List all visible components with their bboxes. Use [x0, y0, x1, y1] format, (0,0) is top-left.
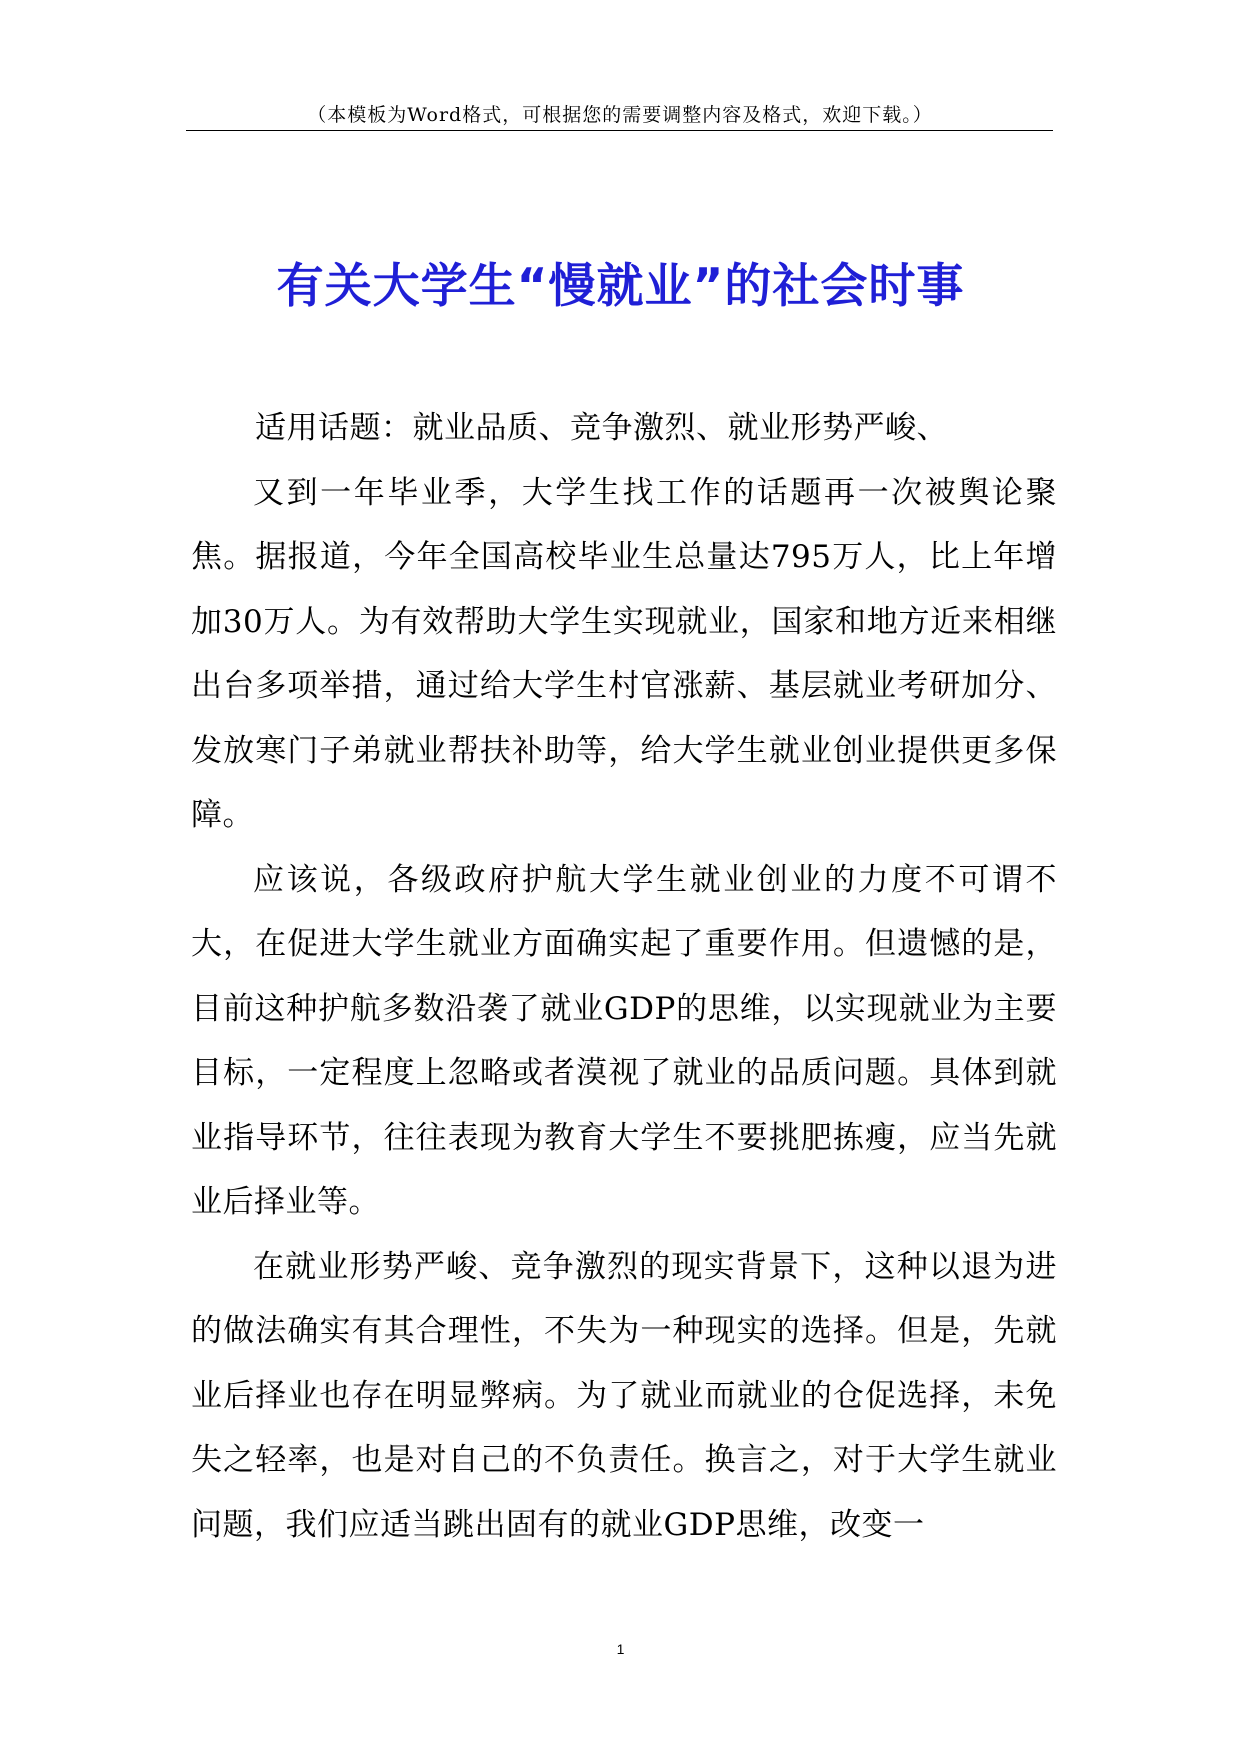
paragraph-topics: 适用话题：就业品质、竞争激烈、就业形势严峻、 [255, 410, 948, 446]
header-divider [186, 130, 1053, 131]
document-body [191, 396, 1057, 1557]
header-note: （本模板为Word格式，可根据您的需要调整内容及格式，欢迎下载。） [307, 104, 933, 126]
paragraph-3: 在就业形势严峻、竞争激烈的现实背景下，这种以退为进的做法确实有其合理性，不失为一种现实的选择。但是，先就业后择业也存在明显弊病。为了就业而就业的仓促选择，未免失之轻率，也是对自己的不负责任。换言之，对于大学生就业问题，我们应适当跳出固有的就业GDP思维，改变一 [191, 1248, 1057, 1543]
paragraph-1: 又到一年毕业季，大学生找工作的话题再一次被舆论聚焦。据报道，今年全国高校毕业生总量达795万人，比上年增加30万人。为有效帮助大学生实现就业，国家和地方近来相继出台多项举措，通过给大学生村官涨薪、基层就业考研加分、发放寒门子弟就业帮扶补助等，给大学生就业创业提供更多保障。 [191, 474, 1057, 833]
paragraph-2: 应该说，各级政府护航大学生就业创业的力度不可谓不大，在促进大学生就业方面确实起了重要作用。但遗憾的是，目前这种护航多数沿袭了就业GDP的思维，以实现就业为主要目标，一定程度上忽略或者漠视了就业的品质问题。具体到就业指导环节，往往表现为教育大学生不要挑肥拣瘦，应当先就业后择业等。 [191, 861, 1057, 1220]
page-number: 1 [616, 1641, 625, 1657]
document-title: 有关大学生“慢就业”的社会时事 [276, 259, 965, 315]
